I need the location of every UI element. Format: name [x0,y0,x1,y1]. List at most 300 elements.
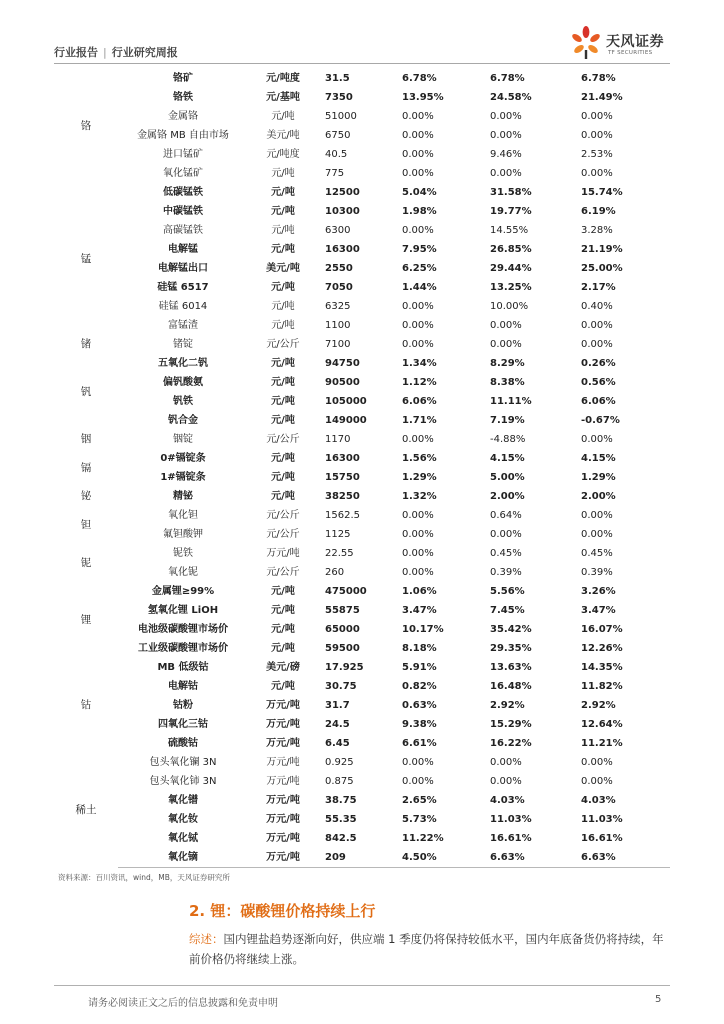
price-cell: 40.5 [325,149,348,160]
tf-flower-icon [568,24,604,60]
monthly-change-cell: 0.00% [490,776,522,787]
price-cell: 475000 [325,586,367,597]
product-name-cell: 铌铁 [173,548,193,559]
table-row [54,430,670,449]
product-name-cell: 金属铬 MB 自由市场 [137,130,229,141]
weekly-change-cell: 1.98% [402,206,437,217]
ytd-change-cell: 16.61% [581,833,623,844]
ytd-change-cell: 21.49% [581,92,623,103]
ytd-change-cell: 0.00% [581,434,613,445]
metal-group-cell: 锂 [80,613,92,626]
metal-group-cell: 铌 [80,556,92,569]
unit-cell: 元/吨 [271,415,295,426]
weekly-change-cell: 0.00% [402,168,434,179]
monthly-change-cell: 2.00% [490,491,525,502]
product-name-cell: 氧化锰矿 [163,168,203,179]
ytd-change-cell: 0.00% [581,510,613,521]
price-cell: 149000 [325,415,367,426]
metal-group-cell: 稀土 [75,803,97,816]
table-row [54,354,670,373]
monthly-change-cell: 11.11% [490,396,532,407]
price-cell: 260 [325,567,345,578]
table-row [54,582,670,601]
summary-text: 国内锂盐趋势逐渐向好，供应端 1 季度仍将保持较低水平，国内年底备货仍将持续，年前价格仍将继续上涨。 [189,932,664,966]
monthly-change-cell: 16.61% [490,833,532,844]
ytd-change-cell: 0.00% [581,339,613,350]
monthly-change-cell: 19.77% [490,206,532,217]
weekly-change-cell: 2.65% [402,795,437,806]
monthly-change-cell: 0.45% [490,548,522,559]
unit-cell: 美元/吨 [266,263,300,274]
unit-cell: 美元/磅 [266,662,300,673]
weekly-change-cell: 0.00% [402,130,434,141]
table-row [54,69,670,88]
table-row [54,696,670,715]
price-cell: 0.925 [325,757,354,768]
monthly-change-cell: 31.58% [490,187,532,198]
monthly-change-cell: 0.00% [490,130,522,141]
table-row [54,145,670,164]
monthly-change-cell: 13.25% [490,282,532,293]
unit-cell: 元/吨 [271,624,295,635]
table-row [54,126,670,145]
monthly-change-cell: 7.19% [490,415,525,426]
product-name-cell: 电解钴 [168,681,198,692]
price-cell: 1562.5 [325,510,360,521]
table-row [54,316,670,335]
unit-cell: 元/吨 [271,586,295,597]
unit-cell: 元/吨 [271,168,295,179]
weekly-change-cell: 1.34% [402,358,437,369]
weekly-change-cell: 10.17% [402,624,444,635]
table-row [54,601,670,620]
monthly-change-cell: 16.48% [490,681,532,692]
product-name-cell: 氢氧化锂 LiOH [147,605,219,616]
footer-disclaimer: 请务必阅读正文之后的信息披露和免责申明 [88,998,278,1009]
metal-group-cell: 锗 [80,338,92,350]
weekly-change-cell: 1.71% [402,415,437,426]
ytd-change-cell: 0.00% [581,111,613,122]
metal-group-cell: 铋 [80,490,92,502]
monthly-change-cell: 15.29% [490,719,532,730]
product-name-cell: 铬矿 [173,73,193,84]
ytd-change-cell: 6.63% [576,848,670,868]
price-cell: 2550 [325,263,353,274]
weekly-change-cell: 0.00% [402,320,434,331]
ytd-change-cell: 0.26% [581,358,616,369]
ytd-change-cell: 3.47% [581,605,616,616]
ytd-change-cell: 2.00% [581,491,616,502]
weekly-change-cell: 7.95% [402,244,437,255]
table-row [54,221,670,240]
product-name-cell: 富锰渣 [168,320,198,331]
price-cell: 775 [325,168,345,179]
product-name-cell: 氟钽酸钾 [163,529,203,540]
monthly-change-cell: 14.55% [490,225,529,236]
ytd-change-cell: 1.29% [581,472,616,483]
monthly-change-cell: 13.63% [490,662,532,673]
weekly-change-cell: 0.82% [402,681,437,692]
ytd-change-cell: 3.28% [581,225,613,236]
unit-cell: 元/吨 [271,472,295,483]
product-name-cell: 偏钒酸氨 [163,377,203,388]
ytd-change-cell: 12.64% [581,719,623,730]
unit-cell: 万元/吨 [266,700,300,711]
table-row [54,677,670,696]
table-row [54,278,670,297]
logo-text: 天风证券 [606,34,664,50]
weekly-change-cell: 0.00% [402,149,434,160]
product-name-cell: 五氧化二钒 [158,358,208,369]
data-source-note: 资料来源：百川资讯，wind，MB，天风证券研究所 [58,873,230,882]
product-name-cell: 工业级碳酸锂市场价 [138,643,228,654]
table-row [54,639,670,658]
ytd-change-cell: 4.03% [581,795,616,806]
table-row [54,753,670,772]
monthly-change-cell: 10.00% [490,301,529,312]
weekly-change-cell: 1.44% [402,282,437,293]
ytd-change-cell: 0.40% [581,301,613,312]
monthly-change-cell: 29.44% [490,263,532,274]
ytd-change-cell: 0.00% [581,529,613,540]
table-row [54,734,670,753]
monthly-change-cell: 35.42% [490,624,532,635]
unit-cell: 元/基吨 [266,92,300,103]
product-name-cell: 电解锰 [168,244,198,255]
ytd-change-cell: 2.53% [581,149,613,160]
product-name-cell: 1#镉锭条 [160,472,206,483]
product-name-cell: 锗锭 [173,339,193,350]
price-cell: 55875 [325,605,360,616]
weekly-change-cell: 5.91% [402,662,437,673]
product-name-cell: 包头氧化镧 3N [149,757,217,768]
table-row [54,658,670,677]
weekly-change-cell: 0.00% [402,339,434,350]
weekly-change-cell: 1.29% [402,472,437,483]
metal-group-cell: 钽 [80,518,92,531]
table-row [54,240,670,259]
table-row [54,392,670,411]
product-name-cell: 高碳锰铁 [163,225,203,236]
unit-cell: 元/吨 [271,225,295,236]
metal-group-cell: 钴 [80,699,92,711]
monthly-change-cell: 0.64% [490,510,522,521]
monthly-change-cell: 0.00% [490,757,522,768]
price-cell: 6300 [325,225,351,236]
product-name-cell: 氧化镨 [168,795,198,806]
unit-cell: 元/吨 [271,491,295,502]
weekly-change-cell: 0.00% [402,529,434,540]
weekly-change-cell: 1.06% [402,586,437,597]
unit-cell: 元/公斤 [266,510,300,521]
metal-group-cell: 钒 [80,385,92,398]
price-cell: 30.75 [325,681,357,692]
ytd-change-cell: 0.39% [581,567,613,578]
price-cell: 6325 [325,301,351,312]
price-cell: 10300 [325,206,360,217]
weekly-change-cell: 6.61% [402,738,437,749]
unit-cell: 元/吨 [271,643,295,654]
ytd-change-cell: -0.67% [581,415,620,426]
table-row [54,88,670,107]
table-row [54,848,670,868]
price-cell: 24.5 [325,719,350,730]
unit-cell: 美元/吨 [266,130,300,141]
price-cell: 65000 [325,624,360,635]
ytd-change-cell: 14.35% [581,662,623,673]
ytd-change-cell: 11.21% [581,738,623,749]
table-row [54,183,670,202]
product-name-cell: 氧化钕 [168,814,198,825]
metal-group-cell: 镉 [80,461,92,474]
weekly-change-cell: 0.00% [402,434,434,445]
price-cell: 31.5 [325,73,350,84]
ytd-change-cell: 0.00% [581,130,613,141]
table-row [54,373,670,392]
weekly-change-cell: 9.38% [402,719,437,730]
monthly-change-cell: 24.58% [490,92,532,103]
product-name-cell: 电解锰出口 [158,263,208,274]
unit-cell: 元/吨 [271,206,295,217]
unit-cell: 元/吨 [271,282,295,293]
price-cell: 15750 [325,472,360,483]
product-name-cell: 硅锰 6014 [158,301,208,312]
price-cell: 16300 [325,453,360,464]
weekly-change-cell: 11.22% [402,833,444,844]
table-row [54,544,670,563]
product-name-cell: 钴粉 [173,700,193,711]
ytd-change-cell: 6.06% [581,396,616,407]
unit-cell: 元/吨 [271,396,295,407]
monthly-change-cell: 4.03% [490,795,525,806]
price-cell: 51000 [325,111,357,122]
price-cell: 1100 [325,320,351,331]
weekly-change-cell: 0.00% [402,757,434,768]
table-row [54,411,670,430]
price-cell: 6750 [325,130,351,141]
weekly-change-cell: 4.50% [398,848,488,868]
section-summary [189,929,669,969]
table-row [54,715,670,734]
ytd-change-cell: 15.74% [581,187,623,198]
table-row [54,772,670,791]
logo-subtext: TF SECURITIES [608,50,653,56]
weekly-change-cell: 0.00% [402,225,434,236]
weekly-change-cell: 6.06% [402,396,437,407]
product-name-cell: 氧化铌 [168,567,198,578]
price-cell: 1125 [325,529,351,540]
monthly-change-cell: 8.38% [490,377,525,388]
ytd-change-cell: 0.45% [581,548,613,559]
weekly-change-cell: 5.04% [402,187,437,198]
unit-cell: 万元/吨 [266,833,300,844]
ytd-change-cell: 0.56% [581,377,616,388]
price-cell: 7350 [325,92,353,103]
product-name-cell: 氧化钽 [168,510,198,521]
monthly-change-cell: 29.35% [490,643,532,654]
ytd-change-cell: 2.17% [581,282,616,293]
page-number: 5 [655,994,662,1005]
metal-group-cell: 铬 [80,119,92,132]
product-name-cell: 低碳锰铁 [163,187,203,198]
weekly-change-cell: 5.73% [402,814,437,825]
weekly-change-cell: 1.32% [402,491,437,502]
weekly-change-cell: 0.00% [402,301,434,312]
ytd-change-cell: 21.19% [581,244,623,255]
ytd-change-cell: 4.15% [581,453,616,464]
ytd-change-cell: 11.82% [581,681,623,692]
table-row [54,449,670,468]
unit-cell: 元/公斤 [266,529,300,540]
weekly-change-cell: 6.78% [402,73,437,84]
metal-group-cell: 锰 [80,252,92,265]
ytd-change-cell: 25.00% [581,263,623,274]
unit-cell: 元/吨 [271,358,295,369]
ytd-change-cell: 12.26% [581,643,623,654]
unit-cell: 万元/吨 [266,795,300,806]
table-row [54,791,670,810]
unit-cell: 元/公斤 [266,434,300,445]
report-category [54,44,178,60]
price-cell: 38.75 [325,795,357,806]
ytd-change-cell: 16.07% [581,624,623,635]
table-row [54,620,670,639]
product-name-cell: 氧化铽 [168,833,198,844]
monthly-change-cell: 16.22% [490,738,532,749]
unit-cell: 万元/吨 [248,848,318,868]
unit-cell: 万元/吨 [266,738,300,749]
price-cell: 209 [318,848,398,868]
monthly-change-cell: 26.85% [490,244,532,255]
footer-divider [54,985,670,986]
table-body [54,69,670,868]
unit-cell: 万元/吨 [266,776,300,787]
product-name-cell: 精铋 [173,491,193,502]
table-row [54,468,670,487]
weekly-change-cell: 0.63% [402,700,437,711]
weekly-change-cell: 6.25% [402,263,437,274]
unit-cell: 万元/吨 [266,719,300,730]
unit-cell: 元/吨度 [266,149,300,160]
ytd-change-cell: 11.03% [581,814,623,825]
product-name-cell: 四氧化三钴 [158,719,208,730]
price-cell: 842.5 [325,833,357,844]
product-name-cell: 硫酸钴 [168,738,198,749]
unit-cell: 元/吨度 [266,73,300,84]
ytd-change-cell: 2.92% [581,700,616,711]
price-cell: 22.55 [325,548,354,559]
price-cell: 105000 [325,396,367,407]
weekly-change-cell: 0.00% [402,776,434,787]
monthly-change-cell: 11.03% [490,814,532,825]
price-cell: 59500 [325,643,360,654]
table-row [54,164,670,183]
product-name-cell: 金属铬 [168,111,198,122]
unit-cell: 元/公斤 [266,339,300,350]
monthly-change-cell: 6.78% [490,73,525,84]
price-cell: 1170 [325,434,351,445]
monthly-change-cell: 0.00% [490,320,522,331]
unit-cell: 万元/吨 [266,814,300,825]
weekly-change-cell: 0.00% [402,111,434,122]
product-name-cell: 中碳锰铁 [163,206,203,217]
monthly-change-cell: 4.15% [490,453,525,464]
table-row [54,335,670,354]
product-name-cell: 铬铁 [173,92,193,103]
product-name-cell: 硅锰 6517 [157,282,209,293]
price-cell: 94750 [325,358,360,369]
table-row [54,487,670,506]
price-cell: 38250 [325,491,360,502]
metal-price-table [54,69,670,868]
price-cell: 90500 [325,377,360,388]
price-cell: 7100 [325,339,351,350]
price-cell: 7050 [325,282,353,293]
price-cell: 31.7 [325,700,350,711]
weekly-change-cell: 3.47% [402,605,437,616]
table-row [54,259,670,278]
unit-cell: 元/吨 [271,681,295,692]
product-name-cell: 铟锭 [173,434,193,445]
ytd-change-cell: 0.00% [581,168,613,179]
monthly-change-cell: 0.00% [490,529,522,540]
monthly-change-cell: 9.46% [490,149,522,160]
monthly-change-cell: 2.92% [490,700,525,711]
product-name-cell: 钒合金 [168,415,198,426]
price-cell: 17.925 [325,662,364,673]
price-cell: 16300 [325,244,360,255]
unit-cell: 元/公斤 [266,567,300,578]
monthly-change-cell: 5.00% [490,472,525,483]
monthly-change-cell: 6.63% [488,848,576,868]
ytd-change-cell: 0.00% [581,320,613,331]
report-subtype: 行业研究周报 [111,46,178,59]
ytd-change-cell: 0.00% [581,776,613,787]
unit-cell: 万元/吨 [266,548,300,559]
weekly-change-cell: 13.95% [402,92,444,103]
product-name-cell: 钒铁 [173,396,193,407]
table-row [54,525,670,544]
unit-cell: 元/吨 [271,377,295,388]
unit-cell: 元/吨 [271,244,295,255]
unit-cell: 元/吨 [271,605,295,616]
unit-cell: 元/吨 [271,301,295,312]
unit-cell: 元/吨 [271,187,295,198]
unit-cell: 万元/吨 [266,757,300,768]
table-row [54,297,670,316]
monthly-change-cell: 0.00% [490,168,522,179]
product-name-cell: 进口锰矿 [163,149,203,160]
monthly-change-cell: 0.39% [490,567,522,578]
unit-cell: 元/吨 [271,320,295,331]
product-name-cell: 电池级碳酸锂市场价 [138,624,228,635]
metal-group-cell: 铟 [80,433,92,445]
weekly-change-cell: 1.12% [402,377,437,388]
weekly-change-cell: 8.18% [402,643,437,654]
ytd-change-cell: 3.26% [581,586,616,597]
price-cell: 6.45 [325,738,350,749]
summary-label: 综述： [189,932,224,946]
weekly-change-cell: 1.56% [402,453,437,464]
report-type: 行业报告 [54,46,98,59]
ytd-change-cell: 0.00% [581,757,613,768]
product-name-cell: 0#镉锭条 [160,453,206,464]
monthly-change-cell: -4.88% [490,434,526,445]
table-row [54,810,670,829]
product-name-cell: 氧化镝 [118,848,248,868]
tf-securities-logo [568,24,672,60]
product-name-cell: MB 低级钴 [157,662,209,673]
